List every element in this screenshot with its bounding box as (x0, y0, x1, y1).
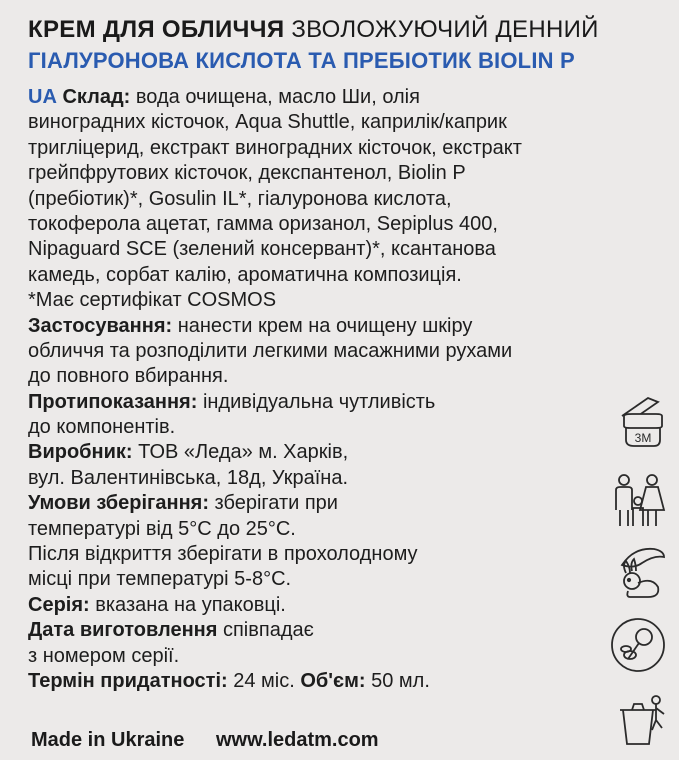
contra-text: індивідуальна чутливість (202, 390, 436, 413)
series-value: вказана на упаковці. (95, 593, 286, 616)
footer (31, 729, 379, 752)
mfgdate-label: Дата виготовлення (28, 619, 218, 642)
website-link[interactable]: www.ledatm.com (215, 729, 379, 751)
family-icon (608, 470, 668, 530)
contra-line: до компонентів. (28, 416, 176, 439)
composition-line: виноградних кісточок, Aqua Shuttle, каприлік/каприк (28, 111, 507, 134)
pao-label: 3M (634, 431, 652, 445)
composition-line: токоферола ацетат, гамма оризанол, Sepiplus 400, (28, 212, 498, 235)
usage-line: обличчя та розподілити легкими масажними рухами (28, 339, 513, 362)
composition-line: Nipaguard SCE (зелений консервант)*, ксантанова (28, 238, 496, 261)
usage-line: до повного вбирання. (28, 365, 229, 388)
series-label: Серія: (28, 593, 90, 616)
mfgdate-text: співпадає (222, 619, 314, 642)
contra-label: Протипоказання: (28, 390, 198, 413)
label-text (28, 85, 603, 694)
made-in-text: Made in Ukraine (31, 729, 185, 751)
storage-label: Умови зберігання: (28, 492, 209, 515)
composition-line: грейпфрутових кісточок, декспантенол, Biolin P (28, 162, 466, 185)
storage-line: Після відкриття зберігати в прохолодному (28, 543, 418, 566)
maker-label: Виробник: (28, 441, 133, 464)
usage-line (28, 314, 603, 339)
certificate-note: *Має сертифікат COSMOS (28, 289, 277, 312)
jar-pao-icon (608, 392, 668, 452)
composition-text: вода очищена, масло Ши, олія (135, 86, 420, 108)
title-bold: КРЕМ ДЛЯ ОБЛИЧЧЯ (28, 16, 285, 43)
volume-label: Об'єм: (300, 669, 366, 692)
mfgdate-line: з номером серії. (28, 644, 180, 667)
composition-line: тригліцерид, екстракт виноградних кісточок, екстракт (28, 136, 522, 159)
expiry-label: Термін придатності: (28, 669, 228, 692)
recycle-bin-icon (608, 690, 668, 750)
composition-label: Склад: (62, 86, 131, 108)
product-subtitle: ГІАЛУРОНОВА КИСЛОТА ТА ПРЕБІОТИК BIOLIN P (28, 48, 575, 73)
volume-value: 50 мл. (371, 669, 430, 692)
composition-line: (пребіотик)*, Gosulin IL*, гіалуронова кислота, (28, 187, 452, 210)
storage-line (28, 491, 603, 516)
storage-line: температурі від 5°С до 25°С. (28, 517, 296, 540)
language-code: UA (28, 86, 57, 108)
expiry-value: 24 міс. (233, 669, 295, 692)
usage-label: Застосування: (28, 314, 173, 337)
contra-line (28, 390, 603, 415)
maker-text: ТОВ «Леда» м. Харків, (138, 441, 349, 464)
mfgdate-line (28, 618, 603, 643)
storage-text: зберігати при (214, 492, 338, 515)
product-title (28, 16, 599, 44)
series-line (28, 593, 603, 618)
storage-line: місці при температурі 5-8°С. (28, 568, 292, 591)
maker-line (28, 440, 603, 465)
not-tested-on-animals-icon (608, 543, 668, 603)
usage-text: нанести крем на очищену шкіру (177, 314, 473, 337)
composition-line (28, 85, 603, 110)
maker-line: вул. Валентинівська, 18д, Україна. (28, 466, 349, 489)
composition-line: камедь, сорбат калію, ароматична композиція. (28, 263, 462, 286)
mirror-icon (608, 615, 668, 675)
title-rest: ЗВОЛОЖУЮЧИЙ ДЕННИЙ (291, 16, 599, 43)
expiry-line (28, 669, 603, 694)
